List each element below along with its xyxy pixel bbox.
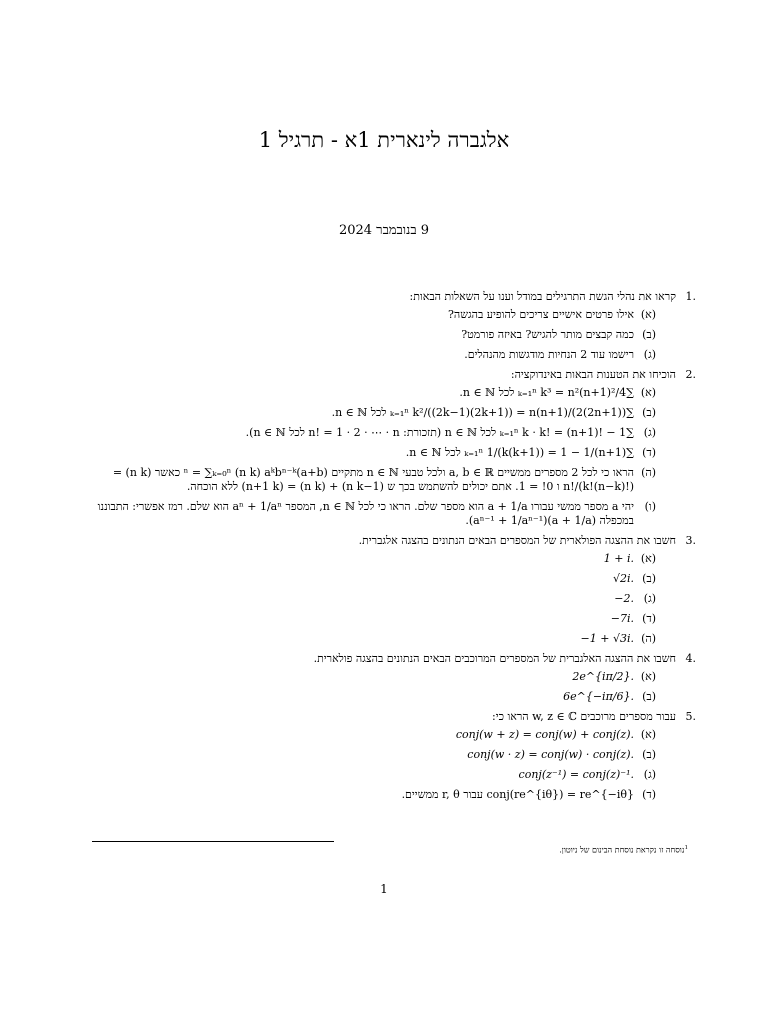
item-label: (ה) [641,466,656,479]
question-1 [90,290,696,362]
question-item [90,690,676,704]
item-text: יהי a מספר ממשי עבורו a + 1/a הוא מספר שלם. הראו כי לכל n ∈ ℕ, המספר aⁿ + 1/aⁿ הוא שלם. רמז אפשרי: התבוננו במכפלה (a + 1/a)(aⁿ⁻¹ + 1/aⁿ⁻¹). [97,500,634,527]
question-item [90,552,676,566]
item-math: −7i. [610,612,634,625]
question-item [90,406,676,420]
questions-list [90,290,696,808]
question-text: עבור מספרים מרוכבים w, z ∈ ℂ הראו כי: [492,710,676,723]
question-text: חשבו את ההצגה האלגברית של המספרים המרוכבים הבאים הנתונים בהצגה פולארית. [313,652,676,665]
question-item [90,728,676,742]
item-text: רישמו עוד 2 הנחיות מודגשות מהנהלים. [464,348,634,361]
question-text: חשבו את ההצגה הפולארית של המספרים הבאים הנתונים בהצגה אלגברית. [358,534,676,547]
question-item [90,572,676,586]
item-math: 2e^{iπ/2}. [572,670,634,683]
question-item [90,500,676,528]
item-text: אילו פרטים אישיים צריכים להופיע בהגשה? [447,308,634,321]
item-text: ∑ₖ₌₁ⁿ 1/(k(k+1)) = 1 − 1/(n+1) לכל n ∈ ℕ. [405,446,634,459]
question-item [90,788,676,802]
item-text: הראו כי לכל 2 מספרים ממשיים a, b ∈ ℝ ולכל טבעי n ∈ ℕ מתקיים (a+b)ⁿ = ∑ₖ₌₀ⁿ (n k) aᵏbⁿ⁻ᵏ כאשר (n k) = n!/(k!(n−k)!) ו 0! = 1. אתם יכולים להשתמש בכך ש (n k−1) + (n k) = (n+1 k) ללא הוכחה. [112,466,634,493]
item-text: conj(re^{iθ}) = re^{−iθ} עבור r, θ ממשיים. [401,788,634,801]
footnote-divider [92,841,334,842]
item-math: conj(z⁻¹) = conj(z)⁻¹. [518,768,634,781]
question-item [90,632,676,646]
footnote-text: נוסחה זו נקראת נוסחת הבינום של ניוטון. [559,845,685,855]
page-number: 1 [380,882,388,896]
item-label: (ב) [642,328,656,341]
document-date: 9 בנובמבר 2024 [338,223,430,238]
question-number: .4 [685,652,696,665]
question-number: .1 [685,290,696,303]
item-label: (ד) [642,788,656,801]
question-item [90,670,676,684]
item-math: √2i. [612,572,634,585]
question-text: הוכיחו את הטענות הבאות באינדוקציה: [510,368,676,381]
page-title: אלגברה לינארית 1א - תרגיל 1 [258,128,510,152]
question-4 [90,652,696,704]
question-item [90,386,676,400]
item-text: ∑ₖ₌₁ⁿ k²/((2k−1)(2k+1)) = n(n+1)/(2(2n+1)) לכל n ∈ ℕ. [331,406,634,419]
item-label: (ג) [643,348,656,361]
item-label: (ד) [642,446,656,459]
question-item [90,748,676,762]
question-item [90,466,676,494]
question-item [90,446,676,460]
item-label: (ג) [643,768,656,781]
question-number: .3 [685,534,696,547]
item-math: 1 + i. [603,552,634,565]
item-label: (א) [640,386,656,399]
footnote-mark: 1 [684,845,688,851]
item-math: 6e^{−iπ/6}. [563,690,634,703]
question-item [90,328,676,342]
question-number: .5 [685,710,696,723]
item-text: ∑ₖ₌₁ⁿ k³ = n²(n+1)²/4 לכל n ∈ ℕ. [459,386,634,399]
question-text: קראו את נהלי הגשת התרגילים במודל וענו על השאלות הבאות: [409,290,676,303]
question-number: .2 [685,368,696,381]
item-label: (א) [640,552,656,565]
item-label: (ב) [642,572,656,585]
item-label: (א) [640,728,656,741]
question-item [90,426,676,440]
item-math: −1 + √3i. [580,632,634,645]
question-item [90,348,676,362]
item-math: conj(w · z) = conj(w) · conj(z). [467,748,634,761]
footnote [268,845,688,855]
question-item [90,612,676,626]
question-3 [90,534,696,646]
item-label: (א) [640,308,656,321]
item-label: (ב) [642,748,656,761]
item-text: ∑ₖ₌₁ⁿ k · k! = (n+1)! − 1 לכל n ∈ ℕ (תזכורת: n! = 1 · 2 · ⋯ · n לכל n ∈ ℕ). [245,426,634,439]
item-label: (ב) [642,690,656,703]
item-label: (ד) [642,612,656,625]
item-label: (ו) [644,500,656,513]
item-math: −2. [614,592,634,605]
item-math: conj(w + z) = conj(w) + conj(z). [455,728,634,741]
question-2 [90,368,696,528]
item-label: (ג) [643,592,656,605]
item-label: (ב) [642,406,656,419]
question-item [90,308,676,322]
item-label: (א) [640,670,656,683]
item-text: כמה קבצים מותר להגיש? באיזה פורמט? [461,328,634,341]
item-label: (ה) [641,632,656,645]
question-item [90,768,676,782]
question-item [90,592,676,606]
question-5 [90,710,696,802]
item-label: (ג) [643,426,656,439]
